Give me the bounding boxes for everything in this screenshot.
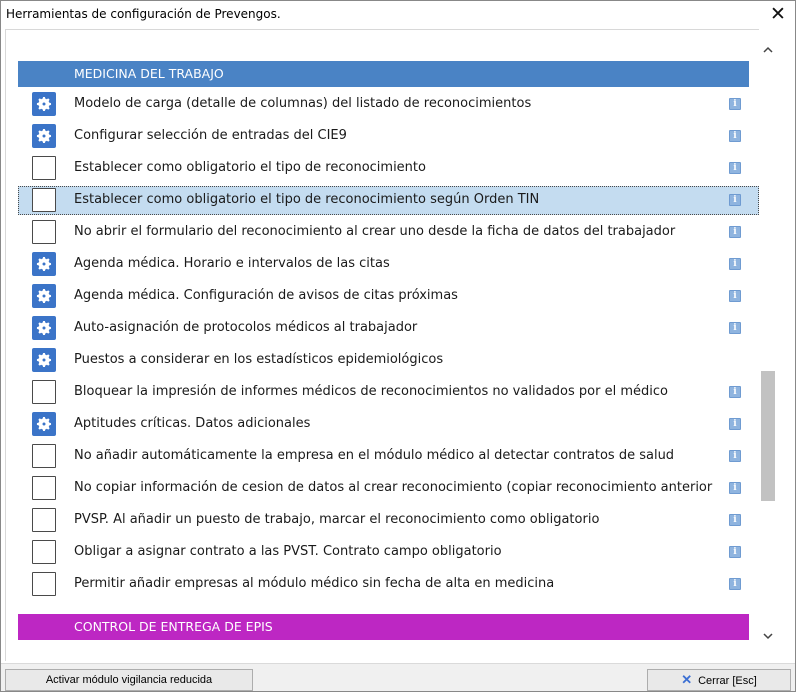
gear-icon[interactable] <box>32 348 56 372</box>
close-icon[interactable]: ✕ <box>770 3 786 25</box>
close-button-label: Cerrar [Esc] <box>698 675 757 687</box>
activate-reduced-surveillance-button[interactable]: Activar módulo vigilancia reducida <box>5 669 253 691</box>
setting-row[interactable] <box>18 440 759 472</box>
chevron-down-icon[interactable] <box>759 629 777 647</box>
footer-bar <box>1 663 795 691</box>
setting-label: Configurar selección de entradas del CIE9 <box>74 128 347 143</box>
setting-label: Puestos a considerar en los estadísticos epidemiológicos <box>74 352 444 367</box>
setting-label: No copiar información de cesion de datos al crear reconocimiento (copiar reconocimiento anterior <box>74 480 713 495</box>
scrollbar-thumb[interactable] <box>761 371 775 501</box>
setting-row[interactable] <box>18 504 759 536</box>
setting-label: No abrir el formulario del reconocimiento al crear uno desde la ficha de datos del trabajador <box>74 224 676 239</box>
setting-checkbox[interactable] <box>32 156 56 180</box>
info-icon[interactable]: i <box>729 450 741 462</box>
info-icon[interactable]: i <box>729 546 741 558</box>
close-button[interactable] <box>647 669 791 691</box>
settings-list-panel <box>5 29 759 661</box>
setting-row[interactable] <box>18 88 759 120</box>
info-icon[interactable]: i <box>729 322 741 334</box>
info-icon[interactable]: i <box>729 418 741 430</box>
setting-checkbox[interactable] <box>32 220 56 244</box>
info-icon[interactable]: i <box>729 194 741 206</box>
setting-label: Permitir añadir empresas al módulo médico sin fecha de alta en medicina <box>74 576 555 591</box>
gear-icon[interactable] <box>32 252 56 276</box>
gear-icon[interactable] <box>32 412 56 436</box>
setting-label: Modelo de carga (detalle de columnas) del listado de reconocimientos <box>74 96 532 111</box>
info-icon[interactable]: i <box>729 258 741 270</box>
close-icon: ✕ <box>681 672 693 687</box>
setting-label: Obligar a asignar contrato a las PVST. Contrato campo obligatorio <box>74 544 502 559</box>
info-icon[interactable]: i <box>729 514 741 526</box>
setting-label: Bloquear la impresión de informes médicos de reconocimientos no validados por el médico <box>74 384 668 399</box>
gear-icon[interactable] <box>32 316 56 340</box>
setting-label: PVSP. Al añadir un puesto de trabajo, marcar el reconocimiento como obligatorio <box>74 512 600 527</box>
window-title: Herramientas de configuración de Prevengos. <box>6 7 281 21</box>
setting-label: Agenda médica. Configuración de avisos de citas próximas <box>74 288 458 303</box>
info-icon[interactable]: i <box>729 130 741 142</box>
setting-checkbox[interactable] <box>32 380 56 404</box>
setting-row[interactable] <box>18 376 759 408</box>
gear-icon[interactable] <box>32 284 56 308</box>
info-icon[interactable]: i <box>729 482 741 494</box>
setting-row[interactable] <box>18 248 759 280</box>
gear-icon[interactable] <box>32 92 56 116</box>
setting-row[interactable] <box>18 568 759 600</box>
setting-checkbox[interactable] <box>32 444 56 468</box>
setting-row[interactable] <box>18 184 759 216</box>
section-header-epis: CONTROL DE ENTREGA DE EPIS <box>18 614 749 640</box>
setting-row[interactable] <box>18 344 759 376</box>
info-icon[interactable]: i <box>729 386 741 398</box>
title-bar <box>1 1 795 29</box>
vertical-scrollbar[interactable] <box>759 29 777 661</box>
setting-row[interactable] <box>18 472 759 504</box>
setting-checkbox[interactable] <box>32 476 56 500</box>
setting-row[interactable] <box>18 312 759 344</box>
setting-label: Agenda médica. Horario e intervalos de las citas <box>74 256 390 271</box>
setting-row[interactable] <box>18 536 759 568</box>
setting-label: Establecer como obligatorio el tipo de reconocimiento según Orden TIN <box>74 192 540 207</box>
setting-row[interactable] <box>18 280 759 312</box>
setting-label: No añadir automáticamente la empresa en el módulo médico al detectar contratos de salud <box>74 448 675 463</box>
info-icon[interactable]: i <box>729 226 741 238</box>
info-icon[interactable]: i <box>729 290 741 302</box>
info-icon[interactable]: i <box>729 98 741 110</box>
info-icon[interactable]: i <box>729 578 741 590</box>
chevron-up-icon[interactable] <box>759 43 777 61</box>
setting-checkbox[interactable] <box>32 540 56 564</box>
setting-label: Aptitudes críticas. Datos adicionales <box>74 416 311 431</box>
setting-label: Establecer como obligatorio el tipo de reconocimiento <box>74 160 426 175</box>
setting-row[interactable] <box>18 216 759 248</box>
setting-row[interactable] <box>18 120 759 152</box>
setting-label: Auto-asignación de protocolos médicos al trabajador <box>74 320 418 335</box>
setting-row[interactable] <box>18 152 759 184</box>
setting-row[interactable] <box>18 408 759 440</box>
gear-icon[interactable] <box>32 124 56 148</box>
setting-checkbox[interactable] <box>32 508 56 532</box>
setting-checkbox[interactable] <box>32 572 56 596</box>
setting-checkbox[interactable] <box>32 188 56 212</box>
section-header-medicina: MEDICINA DEL TRABAJO <box>18 61 749 87</box>
info-icon[interactable]: i <box>729 162 741 174</box>
